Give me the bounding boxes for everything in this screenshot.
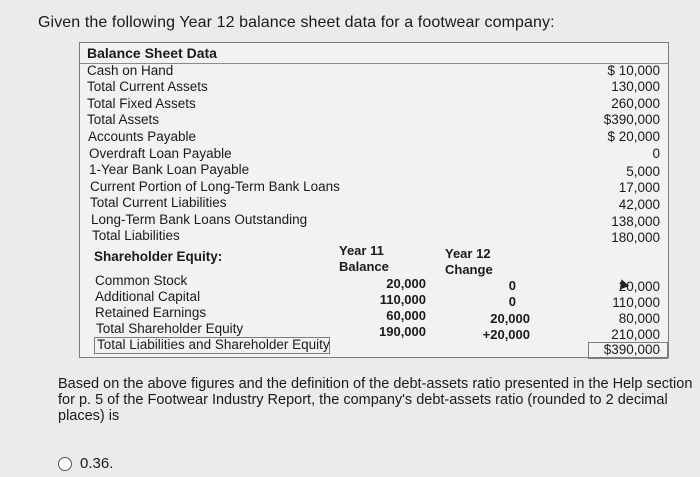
row-label-fixed-assets: Total Fixed Assets [87,96,196,111]
equity-change-common-stock: 0 [508,278,516,293]
row-value-accounts-payable: $ 20,000 [607,129,660,144]
row-label-accounts-payable: Accounts Payable [88,129,197,144]
row-value-current-liabilities: 42,000 [618,197,660,212]
table-title: Balance Sheet Data [87,45,217,61]
answer-option[interactable] [58,455,113,472]
equity-y11-common-stock: 20,000 [386,276,426,291]
row-value-current-portion: 17,000 [618,180,660,195]
balance-sheet-table [79,42,669,358]
row-value-overdraft: 0 [652,146,660,161]
total-liabilities-equity-label: Total Liabilities and Shareholder Equity [97,337,330,352]
row-label-current-liabilities: Total Current Liabilities [90,195,227,210]
equity-value-total-equity: 210,000 [611,327,660,342]
row-value-total-assets: $390,000 [603,112,660,127]
row-label-total-assets: Total Assets [87,112,160,127]
question-prompt: Based on the above figures and the definition of the debt-assets ratio presented in the Help section for p. 5 of the Footwear Industry Report, the company's debt-assets ratio (rounded to 2 decimal places) is [58,376,693,424]
col-head-year12-line2: Change [445,262,493,277]
row-label-long-term-loans: Long-Term Bank Loans Outstanding [91,212,308,227]
row-value-fixed-assets: 260,000 [611,96,660,111]
equity-heading: Shareholder Equity: [94,249,223,264]
row-label-current-assets: Total Current Assets [87,79,208,94]
question-text: Given the following Year 12 balance sheet data for a footwear company: [38,14,555,31]
equity-value-retained-earnings: 80,000 [618,311,660,326]
answer-option-label: 0.36. [80,455,114,472]
col-head-year11-line1: Year 11 [339,243,384,258]
row-label-current-portion: Current Portion of Long-Term Bank Loans [90,179,340,194]
equity-label-common-stock: Common Stock [95,273,188,288]
row-value-1yr-loan: 5,000 [626,164,660,179]
row-value-current-assets: 130,000 [611,79,660,94]
row-label-total-liabilities: Total Liabilities [92,228,180,243]
equity-change-retained-earnings: 20,000 [490,311,530,326]
equity-y11-retained-earnings: 60,000 [386,308,426,323]
radio-button[interactable] [58,457,72,471]
col-head-year11-line2: Balance [339,259,389,274]
equity-label-total-equity: Total Shareholder Equity [96,321,244,336]
equity-value-additional-capital: 110,000 [612,295,660,310]
equity-label-additional-capital: Additional Capital [95,289,201,304]
row-value-total-liabilities: 180,000 [611,230,660,245]
row-value-cash: $ 10,000 [607,63,660,78]
equity-change-additional-capital: 0 [508,294,516,309]
row-label-1yr-loan: 1-Year Bank Loan Payable [89,162,250,177]
equity-label-retained-earnings: Retained Earnings [95,305,207,320]
equity-y11-additional-capital: 110,000 [379,292,426,307]
equity-change-total-equity: +20,000 [482,327,530,342]
col-head-year12-line1: Year 12 [445,246,491,261]
row-value-long-term-loans: 138,000 [611,214,660,229]
equity-value-common-stock: 20,000 [618,279,660,294]
row-label-overdraft: Overdraft Loan Payable [89,146,232,161]
equity-y11-total-equity: 190,000 [379,324,426,339]
row-label-cash: Cash on Hand [87,63,174,78]
total-liabilities-equity-value: $390,000 [603,342,660,357]
